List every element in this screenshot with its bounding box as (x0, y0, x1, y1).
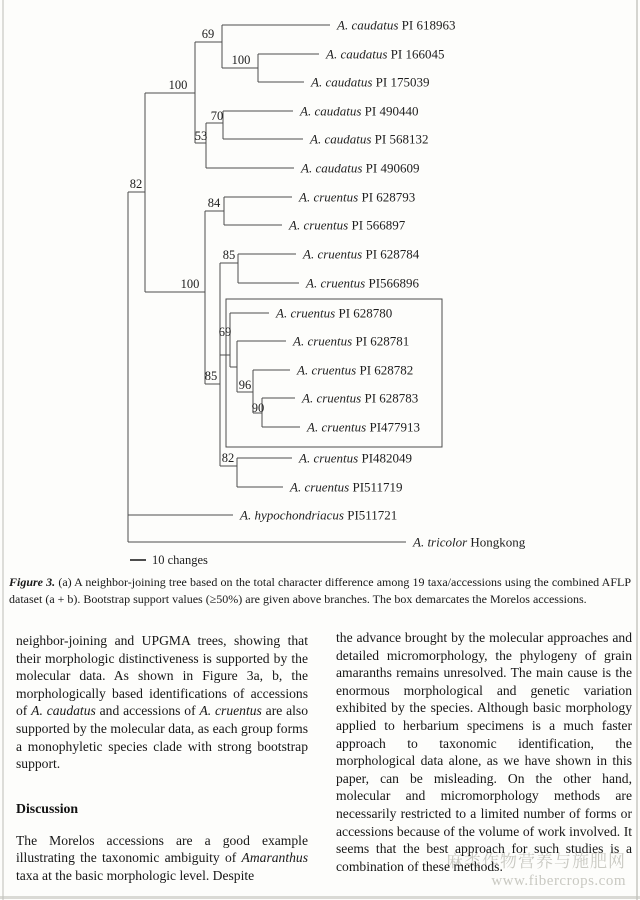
left-column (16, 632, 308, 885)
text-run: are also supported by the molecular data, as each group forms a monophyletic species clade with strong bootstrap support. (16, 703, 308, 772)
text-run: taxa at the basic morphologic level. Despite (16, 867, 255, 883)
bootstrap-value: 90 (251, 401, 265, 415)
taxon-label: A. caudatus PI 175039 (311, 74, 430, 90)
watermark-chinese-text: 麻类作物营养与施肥网 (446, 852, 626, 871)
text-run: (a) A neighbor-joining tree based on the total character difference among 19 taxa/accessions using the combined AFLP dataset (a + b). Bootstrap support values (≥50%) are given above branches. The box demarcates the Morelos accessions. (9, 575, 631, 606)
bootstrap-value: 100 (168, 78, 188, 92)
discussion-heading: Discussion (16, 800, 79, 816)
bootstrap-value: 84 (207, 196, 221, 210)
bootstrap-value: 100 (231, 53, 251, 67)
text-run: A. cruentus (199, 703, 262, 719)
bootstrap-value: 70 (210, 109, 224, 123)
body-paragraph-right (336, 629, 632, 875)
taxon-label: A. caudatus PI 490609 (301, 160, 420, 176)
bootstrap-value: 82 (221, 451, 235, 465)
taxon-label: A. caudatus PI 490440 (300, 103, 419, 119)
text-run: neighbor-joining and UPGMA trees, showing that their morphologic distinctiveness is supported by the molecular data. As shown in Figure 3a, b, the morphologically based identifications of accessions of (16, 633, 308, 719)
taxon-label: A. tricolor Hongkong (413, 534, 526, 550)
text-run: A. caudatus (31, 703, 96, 719)
text-run: The Morelos accessions are a good example illustrating the taxonomic ambiguity of (16, 832, 308, 866)
scan-edge-right (636, 0, 638, 900)
taxon-label: A. cruentus PI 566897 (289, 217, 406, 233)
taxon-label: A. cruentus PI 628780 (276, 305, 393, 321)
taxon-label: A. cruentus PI 628782 (297, 362, 414, 378)
taxon-label: A. cruentus PI 628793 (299, 189, 416, 205)
bootstrap-value: 85 (204, 369, 218, 383)
text-run: the advance brought by the molecular approaches and detailed micromorphology, the phylogeny of grain amaranths remains unresolved. The main cause is the enormous morphological and genetic variation exhibited by the species. Although basic morphology applied to herbarium specimens is a much faster approach to taxonomic identification, the morphological data alone, as we have shown in this paper, can be misleading. On the other hand, molecular and micromorphology methods are necessarily restricted to a limited number of forms or accessions because of the volume of work involved. It seems that the best approach for such studies is a combination of these methods. (336, 630, 632, 874)
text-run: Figure 3. (9, 575, 56, 589)
watermark-url: www.fibercrops.com (491, 873, 626, 890)
scan-edge-left (2, 0, 4, 900)
taxon-label: A. cruentus PI566896 (306, 275, 420, 291)
taxon-label: A. caudatus PI 166045 (326, 46, 445, 62)
text-run: and accessions of (95, 703, 200, 719)
bootstrap-value: 96 (238, 378, 252, 392)
bootstrap-value: 69 (218, 325, 232, 339)
bootstrap-value: 53 (194, 129, 208, 143)
bootstrap-value: 69 (201, 27, 215, 41)
bootstrap-value: 100 (180, 277, 200, 291)
scale-bar-label: 10 changes (152, 553, 208, 567)
body-paragraph-continued (16, 632, 308, 773)
taxon-label: A. cruentus PI511719 (290, 479, 403, 495)
text-run: Amaranthus (241, 850, 308, 866)
bootstrap-value: 82 (129, 177, 143, 191)
scan-edge-bottom (0, 896, 640, 899)
taxon-label: A. cruentus PI477913 (307, 419, 421, 435)
bootstrap-value: 85 (222, 248, 236, 262)
taxon-label: A. caudatus PI 568132 (310, 131, 429, 147)
taxon-label: A. caudatus PI 618963 (337, 17, 456, 33)
taxon-label: A. hypochondriacus PI511721 (240, 507, 398, 523)
right-column (336, 629, 632, 875)
figure-caption (9, 574, 631, 607)
body-paragraph-discussion (16, 832, 308, 885)
taxon-label: A. cruentus PI 628783 (302, 390, 419, 406)
taxon-label: A. cruentus PI 628781 (293, 333, 410, 349)
taxon-label: A. cruentus PI482049 (299, 450, 413, 466)
taxon-label: A. cruentus PI 628784 (303, 246, 420, 262)
